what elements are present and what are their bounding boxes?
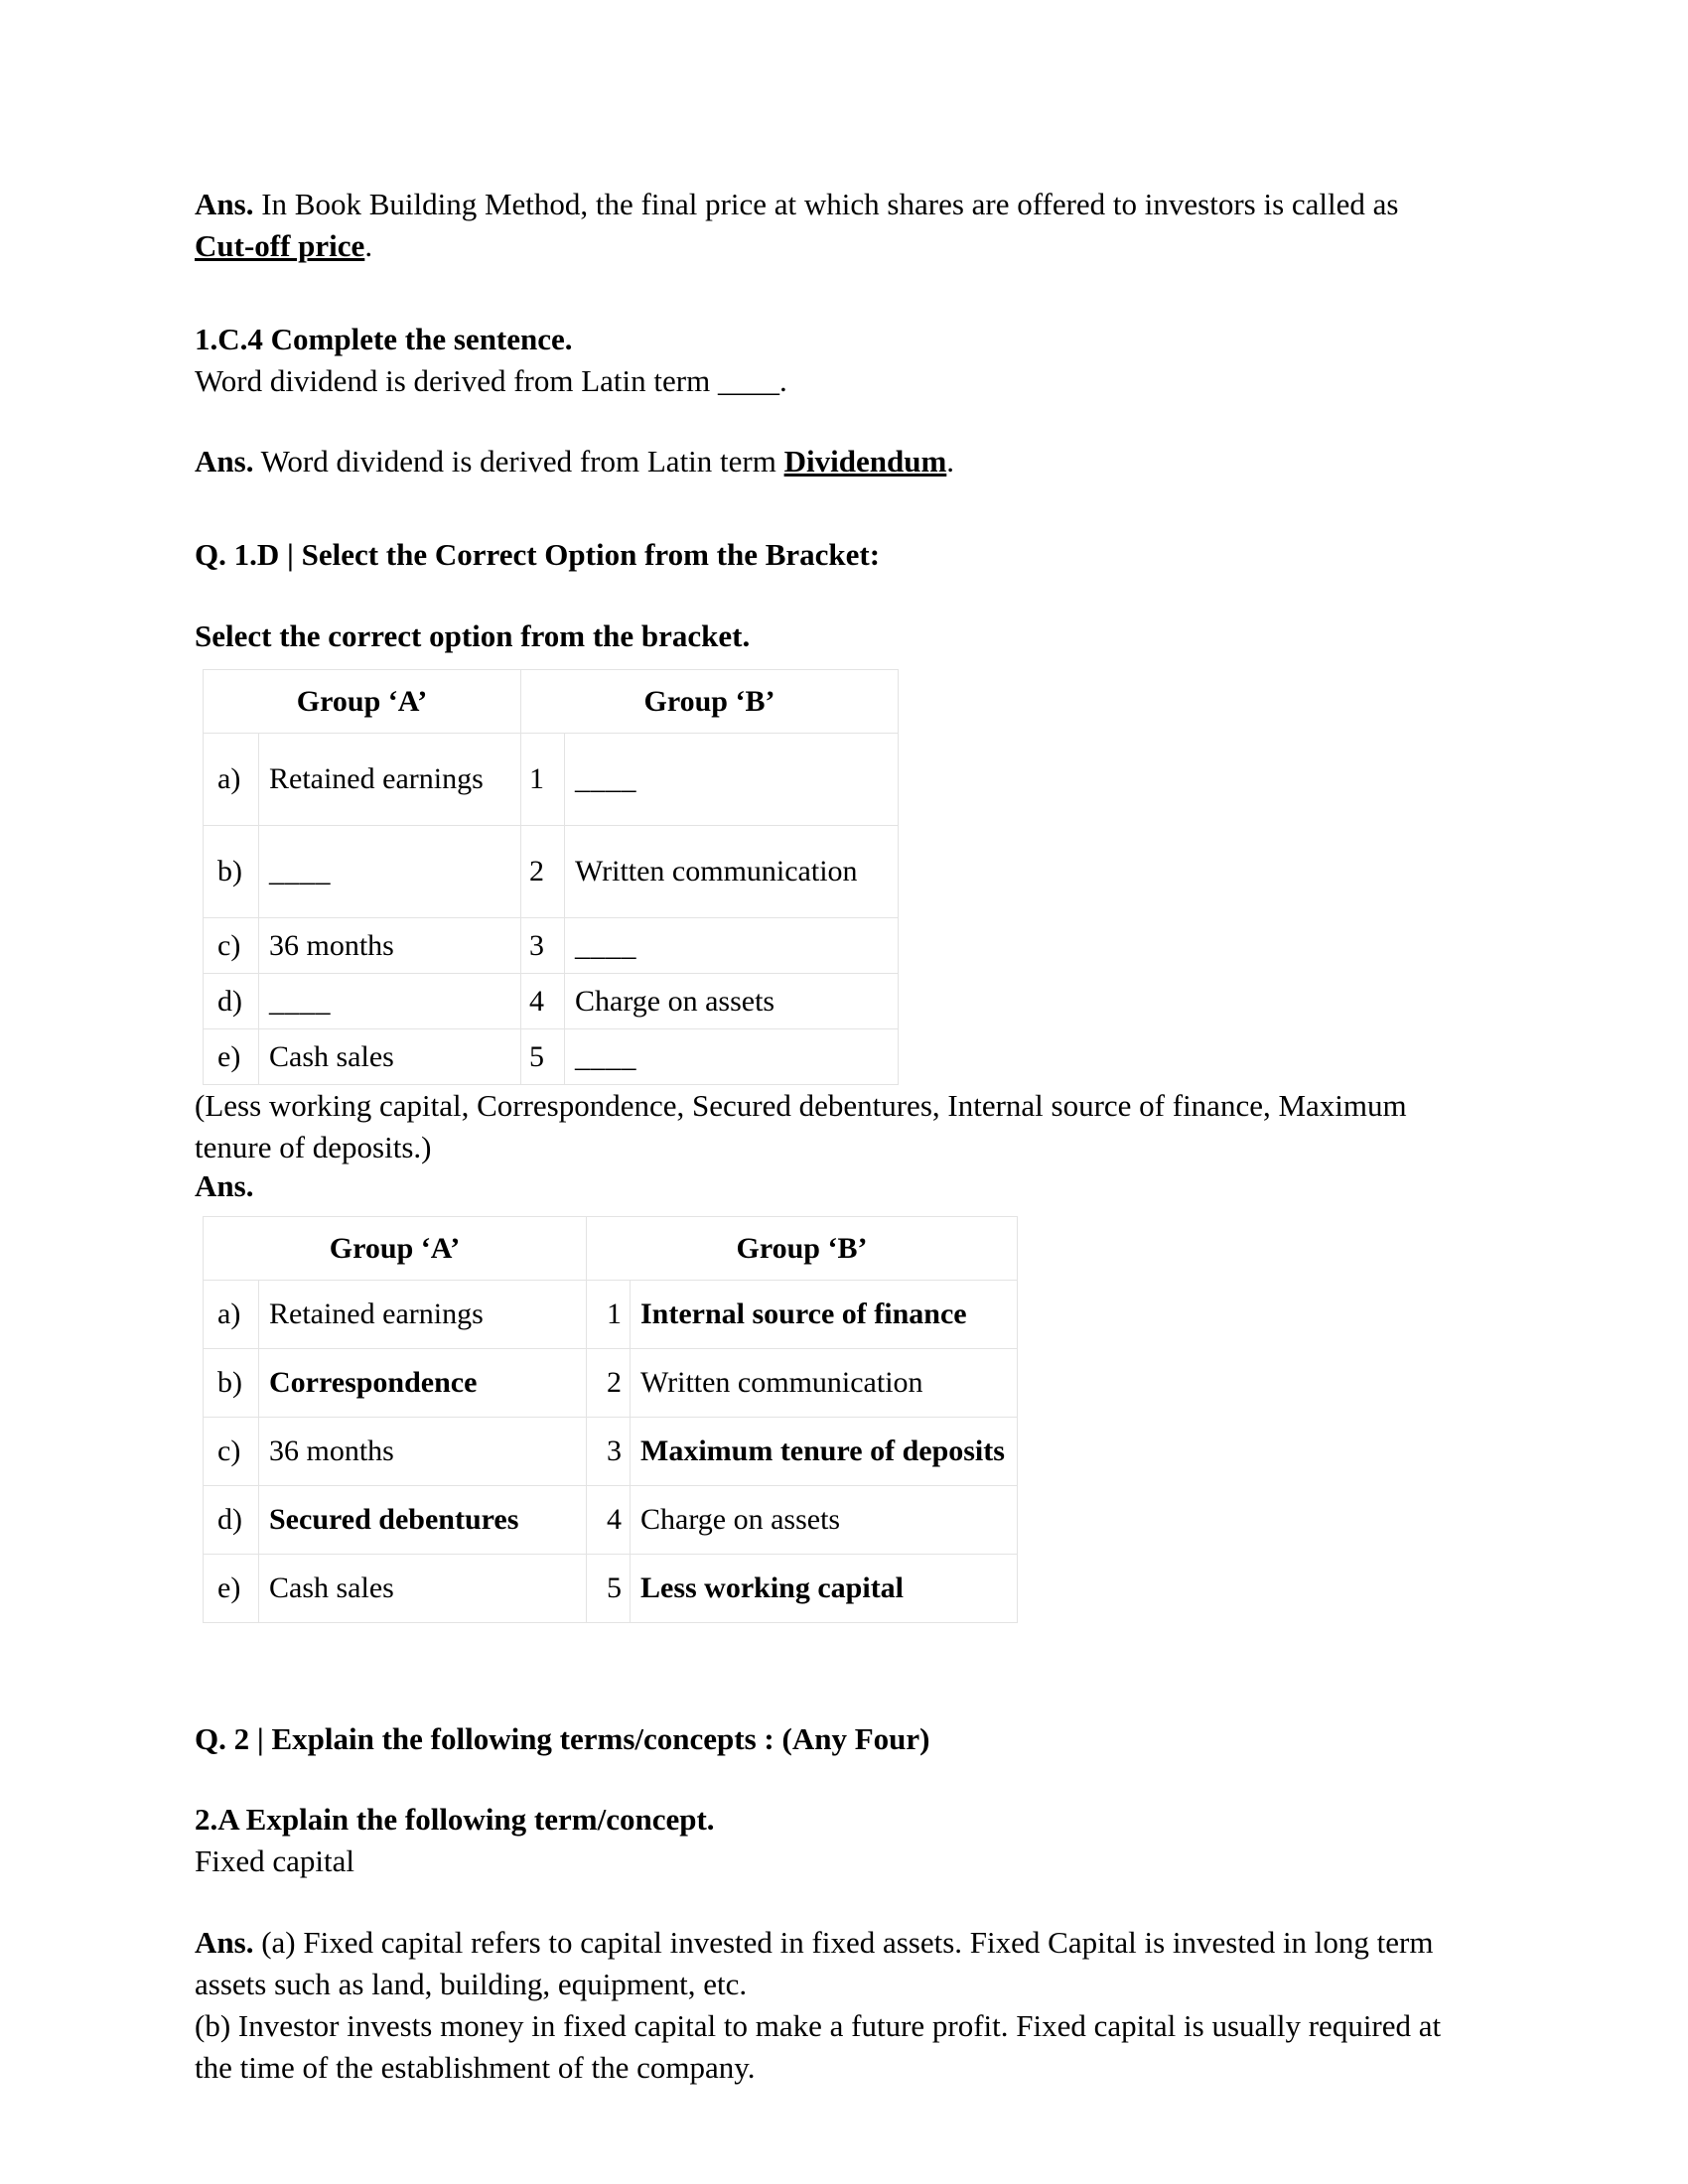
row-group-a: Secured debentures xyxy=(259,1485,587,1554)
row-group-b: ____ xyxy=(565,1028,899,1084)
row-group-a: Cash sales xyxy=(259,1028,521,1084)
section-1d-instruction: Select the correct option from the bracket. xyxy=(195,618,751,654)
row-key: e) xyxy=(204,1028,259,1084)
intro-answer-text-before: In Book Building Method, the final price at which shares are offered to investors is called as xyxy=(253,187,1399,221)
row-key: c) xyxy=(204,917,259,973)
section-2-answer-text-a: (a) Fixed capital refers to capital invested in fixed assets. Fixed Capital is invested in long term assets such as land, building, equipment, etc. xyxy=(195,1925,1434,2001)
section-2-answer-label: Ans. xyxy=(195,1925,254,1961)
table-row xyxy=(204,1485,1018,1554)
intro-answer-label: Ans. xyxy=(195,187,254,221)
spacer xyxy=(195,401,1456,441)
row-group-a: Retained earnings xyxy=(259,1280,587,1348)
table-row xyxy=(204,1554,1018,1622)
spacer xyxy=(195,657,1456,669)
row-group-b: ____ xyxy=(565,733,899,825)
intro-answer-text-after: . xyxy=(364,227,373,263)
section-1c4-answer xyxy=(195,441,1456,482)
table-row xyxy=(204,825,899,917)
row-key: a) xyxy=(204,733,259,825)
row-key: c) xyxy=(204,1417,259,1485)
row-group-b: Charge on assets xyxy=(631,1485,1018,1554)
row-group-a: 36 months xyxy=(259,1417,587,1485)
section-1c4-question: Word dividend is derived from Latin term ____. xyxy=(195,362,787,398)
section-2-term: Fixed capital xyxy=(195,1843,354,1879)
section-2-heading: Q. 2 | Explain the following terms/concepts : (Any Four) xyxy=(195,1720,930,1756)
row-num: 2 xyxy=(587,1348,631,1417)
table-header-row xyxy=(204,669,899,733)
row-key: d) xyxy=(204,973,259,1028)
table-row xyxy=(204,1417,1018,1485)
row-group-b: Charge on assets xyxy=(565,973,899,1028)
document-content xyxy=(195,184,1456,2089)
table-row xyxy=(204,917,899,973)
section-2-answer-part-a xyxy=(195,1922,1456,2005)
row-key: a) xyxy=(204,1280,259,1348)
section-1c4-answer-highlight: Dividendum xyxy=(783,444,947,479)
spacer xyxy=(195,1204,1456,1216)
spacer xyxy=(195,576,1456,615)
row-group-b: Written communication xyxy=(565,825,899,917)
table-row xyxy=(204,1348,1018,1417)
section-1c4-answer-after: . xyxy=(946,444,955,479)
question-table-header-group-a: Group ‘A’ xyxy=(204,669,521,733)
row-key: b) xyxy=(204,1348,259,1417)
question-match-table xyxy=(203,669,899,1085)
row-group-a: 36 months xyxy=(259,917,521,973)
row-num: 1 xyxy=(587,1280,631,1348)
spacer xyxy=(195,1882,1456,1922)
row-num: 3 xyxy=(521,917,565,973)
section-2-sub-heading: 2.A Explain the following term/concept. xyxy=(195,1802,715,1838)
table-row xyxy=(204,973,899,1028)
row-num: 5 xyxy=(521,1028,565,1084)
section-1c4-heading: 1.C.4 Complete the sentence. xyxy=(195,321,573,356)
spacer xyxy=(195,267,1456,319)
row-num: 3 xyxy=(587,1417,631,1485)
table-row xyxy=(204,733,899,825)
row-key: e) xyxy=(204,1554,259,1622)
row-num: 4 xyxy=(521,973,565,1028)
question-table-body xyxy=(204,733,899,1084)
intro-answer-highlight: Cut-off price xyxy=(195,227,365,263)
row-num: 4 xyxy=(587,1485,631,1554)
row-group-a: ____ xyxy=(259,973,521,1028)
spacer xyxy=(195,482,1456,534)
section-1c4-answer-label: Ans. xyxy=(195,444,254,479)
question-table-header-group-b: Group ‘B’ xyxy=(521,669,899,733)
table-header-row xyxy=(204,1216,1018,1280)
row-key: b) xyxy=(204,825,259,917)
row-group-b: Less working capital xyxy=(631,1554,1018,1622)
row-num: 2 xyxy=(521,825,565,917)
row-key: d) xyxy=(204,1485,259,1554)
intro-answer-paragraph xyxy=(195,184,1456,267)
section-1c4-answer-before: Word dividend is derived from Latin term xyxy=(253,444,784,479)
answer-table-header-group-a: Group ‘A’ xyxy=(204,1216,587,1280)
table-row xyxy=(204,1028,899,1084)
section-2-answer-part-b: (b) Investor invests money in fixed capital to make a future profit. Fixed capital is usually required at the time of the establishment of the company. xyxy=(195,2007,1442,2085)
spacer xyxy=(195,1759,1456,1799)
row-group-a: Retained earnings xyxy=(259,733,521,825)
row-group-a: Correspondence xyxy=(259,1348,587,1417)
answer-match-table xyxy=(203,1216,1018,1623)
row-group-b: Maximum tenure of deposits xyxy=(631,1417,1018,1485)
row-group-b: ____ xyxy=(565,917,899,973)
section-1d-answer-label: Ans. xyxy=(195,1167,254,1203)
spacer xyxy=(195,1623,1456,1718)
row-group-a: ____ xyxy=(259,825,521,917)
table-row xyxy=(204,1280,1018,1348)
row-num: 5 xyxy=(587,1554,631,1622)
row-num: 1 xyxy=(521,733,565,825)
row-group-b: Written communication xyxy=(631,1348,1018,1417)
section-1d-bracket-options: (Less working capital, Correspondence, Secured debentures, Internal source of finance, Maximum tenure of deposits.) xyxy=(195,1087,1407,1164)
answer-table-header-group-b: Group ‘B’ xyxy=(587,1216,1018,1280)
section-1d-heading: Q. 1.D | Select the Correct Option from the Bracket: xyxy=(195,537,881,573)
row-group-a: Cash sales xyxy=(259,1554,587,1622)
row-group-b: Internal source of finance xyxy=(631,1280,1018,1348)
answer-table-body xyxy=(204,1280,1018,1622)
